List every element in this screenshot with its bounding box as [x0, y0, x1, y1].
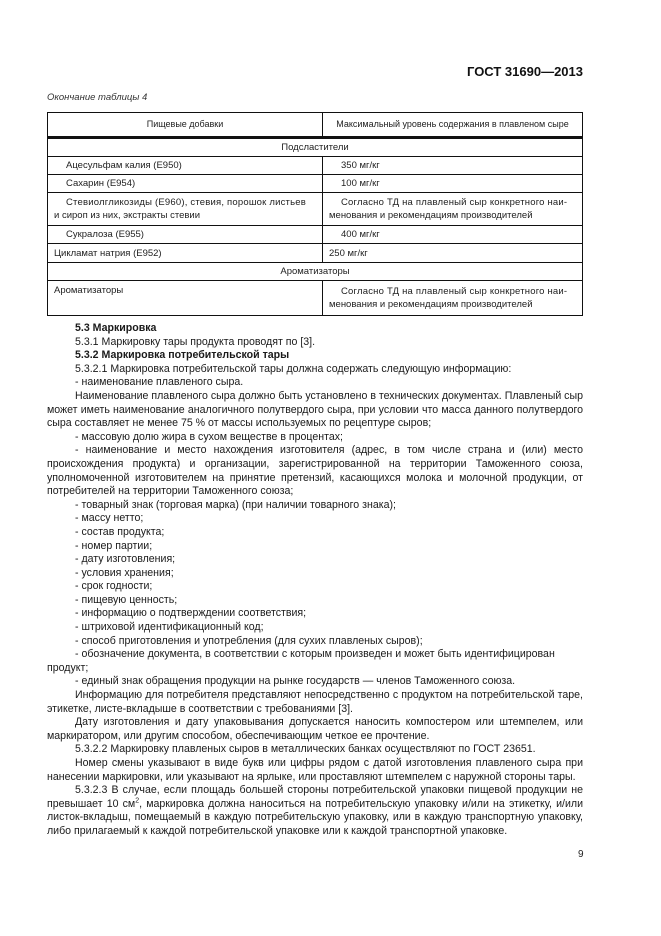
list-item-single-mark: - единый знак обращения продукции на рынке государств — членов Таможенного союза.	[75, 675, 516, 688]
column-header-max-level: Максимальный уровень содержания в плавленом сыре	[323, 113, 583, 138]
table-row	[48, 244, 583, 263]
superscript: 2	[135, 797, 140, 805]
clause-5-3-2-1: 5.3.2.1 Маркировка потребительской тары должна содержать следующую информацию:	[75, 362, 512, 375]
clause-5-3-1: 5.3.1 Маркировку тары продукта проводят по [3].	[75, 335, 316, 348]
table-row	[48, 193, 583, 226]
clause-5-3-2-3	[47, 784, 583, 838]
max-level-line: Согласно ТД на плавленый сыр конкретного наи-	[341, 197, 568, 208]
max-level-cell	[323, 281, 583, 316]
list-item: - пищевую ценность;	[75, 593, 178, 606]
clause-text: 5.3.2.3 В случае, если площадь большей стороны потребительской упаковки пищевой продукции не превышает 10 см	[47, 784, 583, 810]
list-item: - срок годности;	[75, 580, 153, 593]
table-row	[48, 281, 583, 316]
max-level-line: менования и рекомендациям производителей	[329, 210, 533, 221]
additive-cell: Сукралоза (Е955)	[48, 226, 323, 244]
list-item: - штриховой идентификационный код;	[75, 621, 264, 634]
table-row	[48, 175, 583, 193]
list-item: - условия хранения;	[75, 566, 174, 579]
additive-cell: Цикламат натрия (Е952)	[48, 244, 323, 263]
clause-5-3-2-2: 5.3.2.2 Маркировку плавленых сыров в металлических банках осуществляют по ГОСТ 23651.	[75, 743, 536, 756]
additive-line: и сироп из них, экстракты стевии	[54, 210, 201, 221]
max-level-cell: 400 мг/кг	[323, 226, 583, 244]
list-item: - массовую долю жира в сухом веществе в процентах;	[75, 430, 343, 443]
paragraph-date-marking: Дату изготовления и дату упаковывания допускается наносить компостером или штемпелем, или маркиратором, или другим способом, обеспечивающим четкое ее прочтение.	[47, 716, 583, 742]
list-item: - массу нетто;	[75, 512, 144, 525]
column-header-additives: Пищевые добавки	[48, 113, 323, 138]
list-item: - состав продукта;	[75, 525, 165, 538]
additive-line: Стевиолгликозиды (Е960), стевия, порошок листьев	[66, 197, 306, 208]
max-level-cell: 100 мг/кг	[323, 175, 583, 193]
max-level-line: Согласно ТД на плавленый сыр конкретного наи-	[341, 286, 568, 297]
additive-cell: Ацесульфам калия (Е950)	[48, 157, 323, 175]
page-number: 9	[578, 849, 584, 860]
max-level-cell: 250 мг/кг	[323, 244, 583, 263]
section-heading-5-3: 5.3 Маркировка	[75, 322, 157, 334]
table-caption: Окончание таблицы 4	[47, 92, 148, 103]
list-item: - товарный знак (торговая марка) (при наличии товарного знака);	[75, 498, 396, 511]
document-code: ГОСТ 31690—2013	[467, 64, 583, 79]
max-level-cell	[323, 193, 583, 226]
list-item: - наименование плавленого сыра.	[75, 376, 244, 389]
list-item-manufacturer: - наименование и место нахождения изготовителя (адрес, в том числе страна и (или) место происхождения продукта) и организации, зарегистрированной на территории Таможенного союза, уполномоченной изготовителем на принятие претензий, касающихся молока и молочной продукции, от потребителей на территории Таможенного союза;	[47, 444, 583, 498]
document-body	[47, 322, 583, 839]
section-title: Ароматизаторы	[48, 263, 583, 281]
section-heading-5-3-2: 5.3.2 Маркировка потребительской тары	[75, 349, 290, 362]
paragraph-consumer-info: Информацию для потребителя представляют непосредственно с продуктом на потребительской таре, этикетке, листе-вкладыше в соответствии с требованиями [3].	[47, 689, 583, 715]
list-item-document-designation: - обозначение документа, в соответствии с которым произведен и может быть идентифицирован продукт;	[47, 648, 555, 674]
section-row-flavorings	[48, 263, 583, 281]
clause-text: , маркировка должна наноситься на потребительскую упаковку и/или на этикетку, и/или листок-вкладыш, помещаемый в каждую потребительскую упаковку, или в каждую транспортную упаковку, либо прилагаемый к каждой потребительской упаковке или к каждой транспортной упаковке.	[47, 797, 584, 837]
max-level-line: менования и рекомендациям производителей	[329, 299, 533, 310]
max-level-cell: 350 мг/кг	[323, 157, 583, 175]
list-item: - информацию о подтверждении соответствия;	[75, 607, 307, 620]
table-row	[48, 226, 583, 244]
additive-cell	[48, 193, 323, 226]
paragraph-shift-number: Номер смены указывают в виде букв или цифры рядом с датой изготовления плавленого сыра при нанесении маркировки, или указывают на ярлыке, или проставляют штемпелем с наружной стороны тары.	[47, 757, 583, 783]
food-additives-table	[47, 112, 583, 316]
table-row	[48, 157, 583, 175]
paragraph-name-requirements: Наименование плавленого сыра должно быть установлено в технических документах. Плавленый сыр может иметь наименование аналогичного полутвердого сыра, при условии что масса данного полутвердого сыра составляет не менее 75 % от массы используемых по рецептуре сыров;	[47, 389, 583, 430]
additive-cell: Сахарин (Е954)	[48, 175, 323, 193]
section-row-sweeteners	[48, 138, 583, 157]
section-title: Подсластители	[48, 138, 583, 157]
list-item: - дату изготовления;	[75, 553, 176, 566]
table-header-row	[48, 113, 583, 138]
list-item: - номер партии;	[75, 539, 153, 552]
list-item: - способ приготовления и употребления (для сухих плавленых сыров);	[75, 634, 423, 647]
additive-cell: Ароматизаторы	[48, 281, 323, 316]
